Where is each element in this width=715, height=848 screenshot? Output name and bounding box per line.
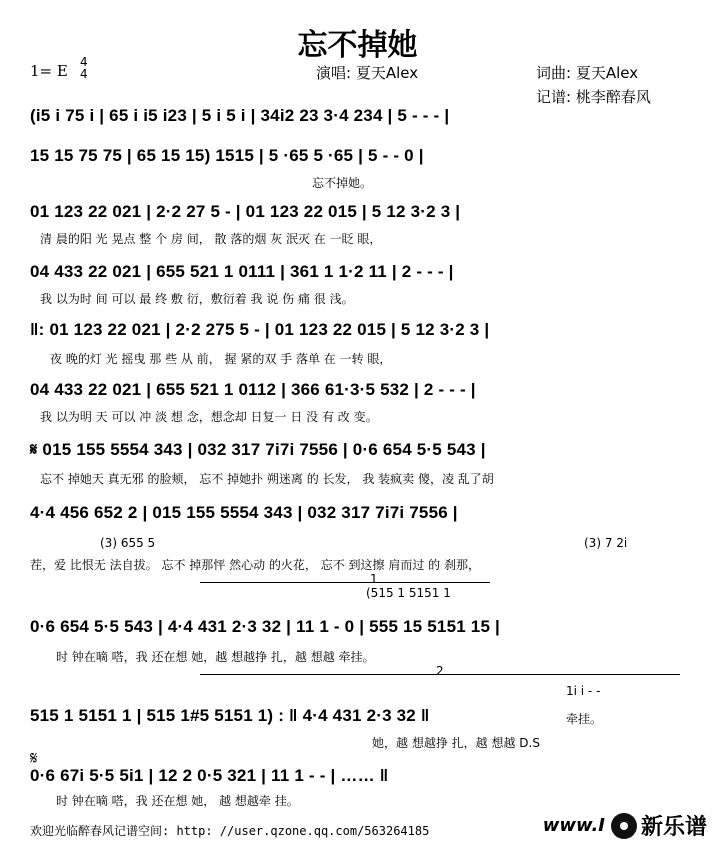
score-row-3: 01 123 22 021 | 2·2 27 5 - | 01 123 22 015 | 5 12 3·2 3 | [30, 202, 461, 221]
lyric-row-3: 清 晨的阳 光 晃点 整 个 房 间， 散 落的烟 灰 泯灭 在 一眨 眼， [40, 232, 382, 246]
disc-icon [611, 813, 637, 839]
time-signature [80, 56, 88, 80]
score-row-10: 515 1 5151 1 | 515 1#5 5151 1) : ‖ 4·4 431 2·3 32 ‖ [30, 706, 430, 725]
lyric-row-8: 茬，爱 比恨无 法自拔。 忘不 掉那怦 然心动 的火花， 忘不 到这擦 肩而过 的 刹那， [30, 558, 480, 572]
singer-credit: 演唱: 夏天Alex [316, 64, 419, 82]
lyric-row-4: 我 以为时 间 可以 最 终 敷 衍，敷衍着 我 说 伤 痛 很 浅。 [40, 292, 354, 306]
score-row-2: 15 15 75 75 | 65 15 15) 1515 | 5 ·65 5 ·65 | 5 - - 0 | [30, 146, 424, 165]
logo-brand: 新乐谱 [640, 815, 707, 840]
lyric-row-7: 忘不 掉她天 真无邪 的脸颊， 忘不 掉她扑 朔迷离 的 长发， 我 装疯卖 傻，凌 乱了胡 [40, 472, 494, 486]
transcriber-credit: 记谱: 桃李醉春风 [536, 88, 651, 106]
score-row-1: (i5 i 75 i | 65 i i5 i23 | 5 i 5 i | 34i2 23 3·4 234 | 5 - - - | [30, 106, 450, 125]
score-row-5: ‖: 01 123 22 021 | 2·2 275 5 - | 01 123 22 015 | 5 12 3·2 3 | [30, 320, 490, 339]
ending-2-label: 2 [436, 664, 444, 678]
aside-note-3: 1i i - - [566, 684, 601, 698]
lyric-row-2: 忘不掉她。 [312, 176, 373, 190]
ending-1-label: 1 [370, 572, 378, 586]
lyric-row-6: 我 以为明 天 可以 冲 淡 想 念，想念却 日复一 日 没 有 改 变。 [40, 410, 378, 424]
composer-credit: 词曲: 夏天Alex [536, 64, 639, 82]
score-row-6: 04 433 22 021 | 655 521 1 0112 | 366 61·3·5 532 | 2 - - - | [30, 380, 476, 399]
aside-note-2: (3) 7 2i [584, 536, 628, 550]
time-signature-bottom: 4 [80, 67, 88, 81]
lyric-row-11: 时 钟在嘀 嗒，我 还在想 她， 越 想越牵 挂。 [56, 794, 299, 808]
site-logo [543, 810, 707, 841]
ending-1-notes: (515 1 5151 1 [366, 586, 451, 600]
score-row-9: 0·6 654 5·5 543 | 4·4 431 2·3 32 | 11 1 - 0 | 555 15 5151 15 | [30, 617, 500, 636]
aside-note-1: (3) 655 5 [100, 536, 156, 550]
score-row-8: 4·4 456 652 2 | 015 155 5554 343 | 032 317 7i7i 7556 | [30, 503, 458, 522]
lyric-row-5: 夜 晚的灯 光 摇曳 那 些 从 前， 握 紧的双 手 落单 在 一转 眼， [50, 352, 392, 366]
lyric-row-9: 时 钟在嘀 嗒，我 还在想 她，越 想越挣 扎，越 想越 牵挂。 [56, 650, 375, 664]
score-row-4: 04 433 22 021 | 655 521 1 0111 | 361 1 1·2 11 | 2 - - - | [30, 262, 454, 281]
footer-link-text: 欢迎光临醉春风记谱空间: http: //user.qzone.qq.com/563264185 [30, 824, 430, 838]
key-signature: 1= E [30, 62, 68, 80]
logo-www: www.I [542, 815, 605, 836]
score-row-7: 𝄋 015 155 5554 343 | 032 317 7i7i 7556 | 0·6 654 5·5 543 | [30, 440, 486, 459]
score-row-11: 0·6 67i 5·5 5i1 | 12 2 0·5 321 | 11 1 - - | …… ‖ [30, 766, 389, 785]
page-title: 忘不掉她 [297, 28, 418, 63]
repeat-bracket-line-1 [200, 582, 490, 583]
segno-icon: 𝄋 [30, 748, 38, 769]
aside-note-3-lyric: 牵挂。 [566, 712, 603, 726]
lyric-row-10: 她，越 想越挣 扎，越 想越 D.S [372, 736, 540, 750]
time-signature-top: 4 [80, 55, 88, 69]
